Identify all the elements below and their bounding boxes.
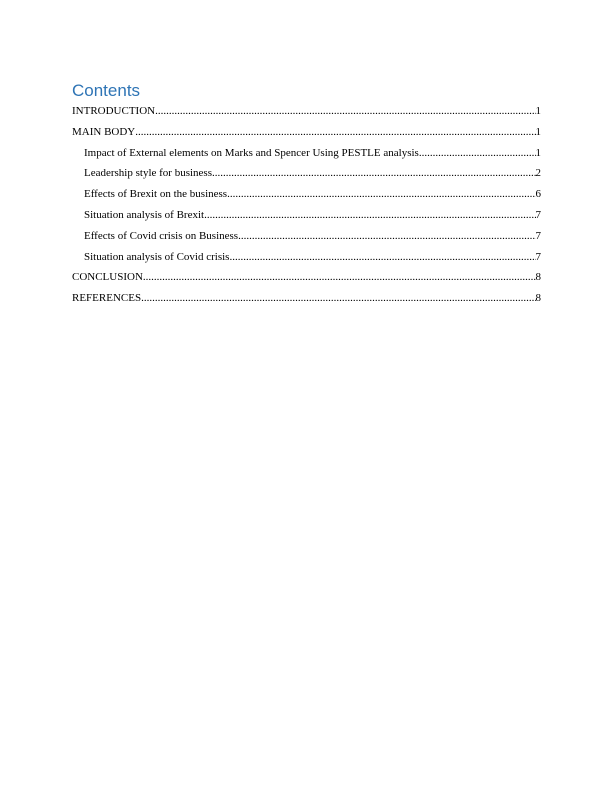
toc-entry-label: Situation analysis of Covid crisis [84,250,230,263]
toc-entry-page-number: 7 [535,208,541,221]
toc-entry-references[interactable] [72,288,541,309]
toc-entry-label: Impact of External elements on Marks and Spencer Using PESTLE analysis [84,146,419,159]
toc-heading: Contents [72,81,141,100]
toc-entry-page-number: 6 [535,188,541,201]
toc-entry-label: Leadership style for business [84,167,212,180]
toc-entry-page-number: 1 [535,146,541,159]
toc-entry-page-number: 1 [535,105,541,117]
toc-entry-leadership-style[interactable] [72,163,541,184]
toc-entry-label: CONCLUSION [72,271,143,284]
toc-entry-conclusion[interactable] [72,267,541,288]
toc-entry-effects-of-brexit[interactable] [72,184,541,205]
dot-leader [419,143,536,164]
toc-entry-page-number: 8 [535,292,541,305]
dot-leader [229,247,535,268]
toc-entry-effects-of-covid[interactable] [72,226,541,247]
dot-leader [204,205,535,226]
toc-entry-label: MAIN BODY [72,125,136,138]
toc-entry-main-body[interactable] [72,122,541,143]
dot-leader [155,101,535,122]
toc-entry-situation-analysis-covid[interactable] [72,247,541,268]
dot-leader [227,184,535,205]
toc-entry-page-number: 8 [535,271,541,284]
dot-leader [238,226,535,247]
toc-entry-page-number: 7 [535,250,541,263]
toc-entry-label: Effects of Covid crisis on Business [84,229,239,242]
toc-entry-page-number: 7 [535,229,541,242]
toc-entry-label: Effects of Brexit on the business [84,188,228,201]
toc-entry-page-number: 2 [535,167,541,180]
dot-leader [212,163,536,184]
toc-entry-label: Situation analysis of Brexit [84,208,205,221]
toc-entry-introduction[interactable] [72,101,541,122]
dot-leader [143,267,536,288]
toc-entry-page-number: 1 [535,125,541,138]
dot-leader [141,288,535,309]
toc-entry-situation-analysis-brexit[interactable] [72,205,541,226]
toc-entry-pestle-analysis[interactable] [72,143,541,164]
dot-leader [135,122,535,143]
table-of-contents [72,101,541,309]
toc-entry-label: INTRODUCTION [72,105,156,117]
toc-entry-label: REFERENCES [72,292,142,305]
